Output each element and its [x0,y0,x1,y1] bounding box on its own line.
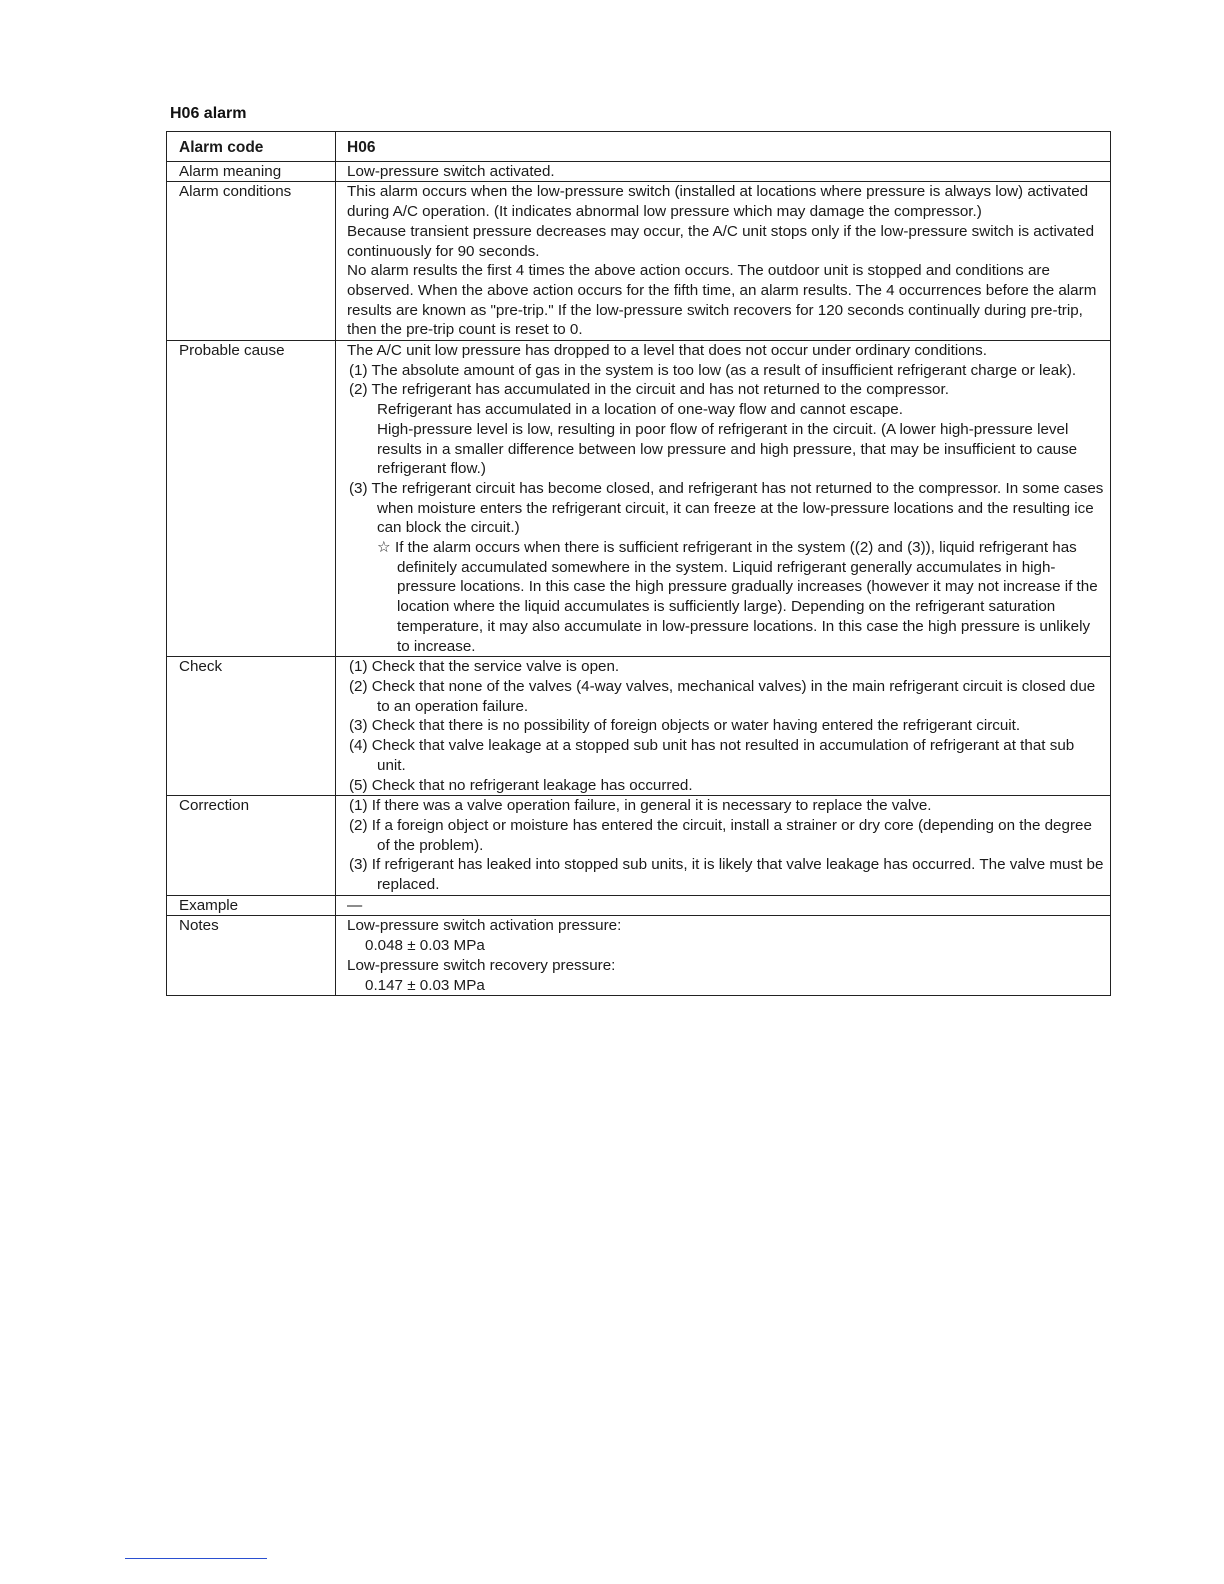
recovery-pressure-label: Low-pressure switch recovery pressure: [347,956,616,974]
example-text: — [336,895,1111,916]
cause-label: Probable cause [167,341,336,657]
cause-item-continuation: High-pressure level is low, resulting in poor flow of refrigerant in the circuit. (A lower high-pressure level results in a smaller difference between low pressure and high pressure, that may be insufficient to cause refrigerant flow.) [377,420,1078,478]
correction-item: (1) If there was a valve operation failure, in general it is necessary to replace the valve. [349,797,932,815]
correction-item: (3) If refrigerant has leaked into stopped sub units, it is likely that valve leakage has occurred. The valve must be replaced. [349,856,1104,894]
activation-pressure-value: 0.048 ± 0.03 MPa [365,937,485,955]
activation-pressure-label: Low-pressure switch activation pressure: [347,917,622,935]
cause-item: (3) The refrigerant circuit has become closed, and refrigerant has not returned to the compressor. In some cases when moisture enters the refrigerant circuit, it can freeze at the low-pressure locations and the resulting ice can block the circuit.) [349,479,1104,537]
page-title: H06 alarm [170,105,247,122]
check-item: (2) Check that none of the valves (4-way valves, mechanical valves) in the main refrigerant circuit is closed due to an operation failure. [349,677,1096,715]
notes-label: Notes [167,916,336,996]
table-row-meaning [167,161,1111,182]
conditions-paragraph: Because transient pressure decreases may occur, the A/C unit stops only if the low-pressure switch is activated continuously for 90 seconds. [347,222,1095,260]
correction-cell [336,796,1111,896]
conditions-paragraph: This alarm occurs when the low-pressure switch (installed at locations where pressure is always low) activated during A/C operation. (It indicates abnormal low pressure which may damage the compressor.) [347,183,1089,221]
cause-note [347,538,1106,656]
cause-note-text: If the alarm occurs when there is sufficient refrigerant in the system ((2) and (3)), liquid refrigerant has definitely accumulated somewhere in the system. Liquid refrigerant generally accumulates in high-pressure locations. In this case the high pressure gradually increases (however it may not increase if the location where the liquid accumulates is sufficiently large). Depending on the refrigerant saturation temperature, it may also accumulate in low-pressure locations. In this case the high pressure is unlikely to increase. [395,539,1098,655]
cause-item: (2) The refrigerant has accumulated in the circuit and has not returned to the compressor. [349,381,949,399]
table-row-conditions [167,182,1111,341]
check-item: (3) Check that there is no possibility of foreign objects or water having entered the refrigerant circuit. [349,717,1021,735]
alarm-table [166,131,1111,996]
table-row-example [167,895,1111,916]
table-row-check [167,657,1111,796]
table-row-notes [167,916,1111,996]
meaning-text: Low-pressure switch activated. [336,161,1111,182]
check-item: (1) Check that the service valve is open. [349,658,620,676]
conditions-label: Alarm conditions [167,182,336,341]
conditions-cell [336,182,1111,341]
correction-item: (2) If a foreign object or moisture has entered the circuit, install a strainer or dry core (depending on the degree of the problem). [349,816,1092,854]
cause-intro: The A/C unit low pressure has dropped to a level that does not occur under ordinary conditions. [347,342,987,360]
footnote-divider [125,1558,267,1559]
correction-label: Correction [167,796,336,896]
conditions-paragraph: No alarm results the first 4 times the above action occurs. The outdoor unit is stopped and conditions are observed. When the above action occurs for the fifth time, an alarm results. The 4 occurrences before the alarm results are known as "pre-trip." If the low-pressure switch recovers for 120 seconds continually during pre-trip, then the pre-trip count is reset to 0. [347,262,1097,339]
table-row-cause [167,341,1111,657]
cause-item: (1) The absolute amount of gas in the system is too low (as a result of insufficient refrigerant charge or leak). [349,361,1077,379]
recovery-pressure-value: 0.147 ± 0.03 MPa [365,976,485,994]
alarm-code-label: Alarm code [167,132,336,162]
meaning-label: Alarm meaning [167,161,336,182]
table-row-header [167,132,1111,162]
check-cell [336,657,1111,796]
table-row-correction [167,796,1111,896]
check-label: Check [167,657,336,796]
alarm-code-value: H06 [336,132,1111,162]
cause-cell [336,341,1111,657]
check-item: (5) Check that no refrigerant leakage has occurred. [349,776,693,794]
example-label: Example [167,895,336,916]
star-icon: ☆ [377,539,391,557]
cause-item-continuation: Refrigerant has accumulated in a location of one-way flow and cannot escape. [377,401,903,419]
check-item: (4) Check that valve leakage at a stopped sub unit has not resulted in accumulation of refrigerant at that sub unit. [349,737,1075,774]
notes-cell [336,916,1111,996]
